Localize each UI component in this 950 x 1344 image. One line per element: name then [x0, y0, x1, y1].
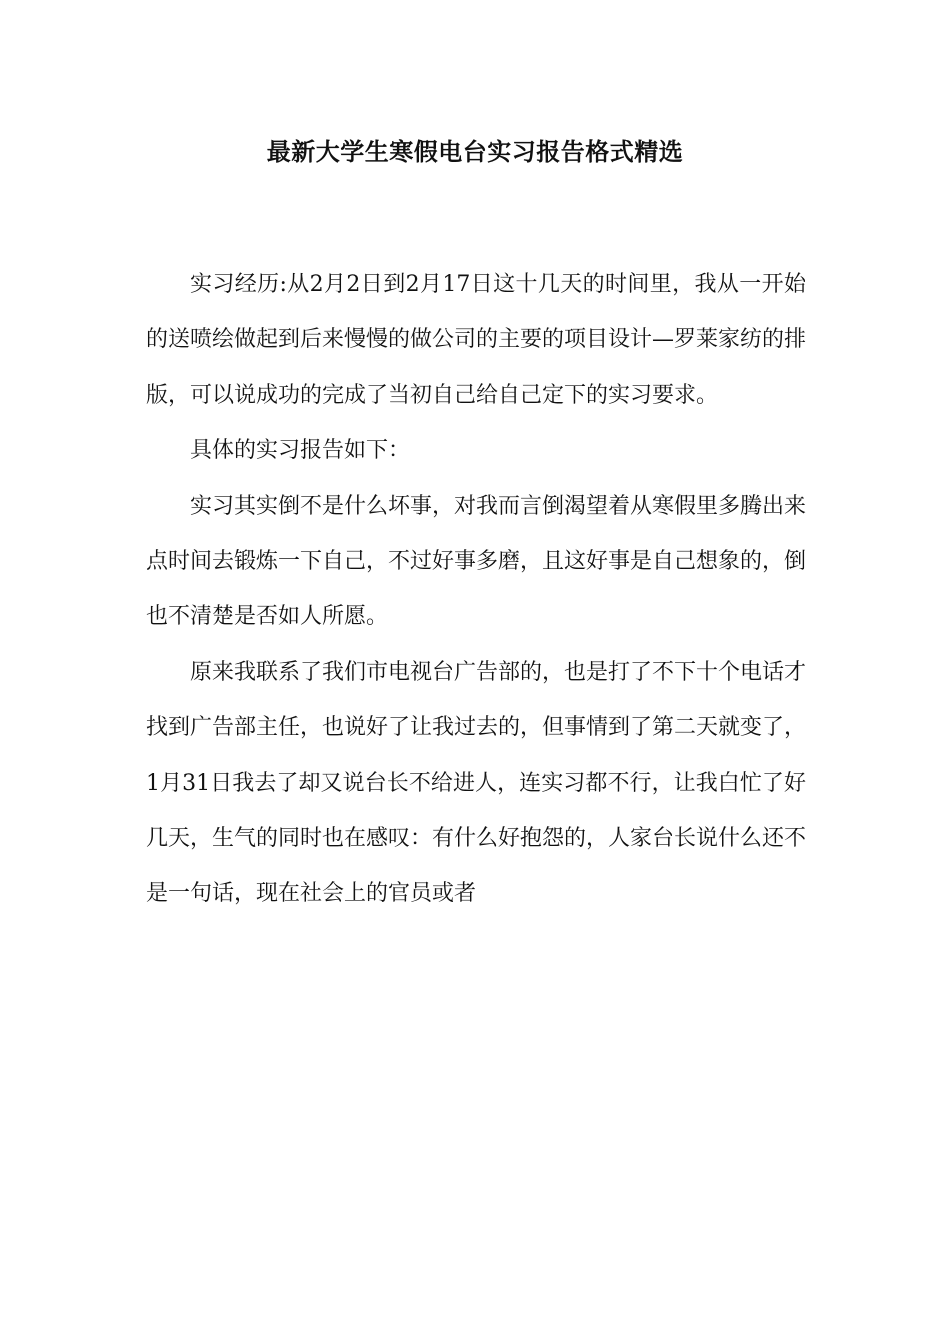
paragraph-internship-experience: 实习经历:从2月2日到2月17日这十几天的时间里，我从一开始的送喷绘做起到后来慢慢的做公司的主要的项目设计—罗莱家纺的排版，可以说成功的完成了当初自己给自己定下的实习要求。	[146, 272, 807, 408]
paragraph-tv-station-story: 原来我联系了我们市电视台广告部的，也是打了不下十个电话才找到广告部主任，也说好了让我过去的，但事情到了第二天就变了，1月31日我去了却又说台长不给进人，连实习都不行，让我白忙了好几天，生气的同时也在感叹：有什么好抱怨的，人家台长说什么还不是一句话，现在社会上的官员或者	[146, 659, 807, 907]
document-title: 最新大学生寒假电台实习报告格式精选	[266, 137, 684, 166]
paragraph-internship-thoughts: 实习其实倒不是什么坏事，对我而言倒渴望着从寒假里多腾出来点时间去锻炼一下自己，不过好事多磨，且这好事是自己想象的，倒也不清楚是否如人所愿。	[146, 493, 807, 630]
paragraph-report-intro: 具体的实习报告如下：	[190, 438, 411, 464]
document-body	[146, 257, 806, 922]
